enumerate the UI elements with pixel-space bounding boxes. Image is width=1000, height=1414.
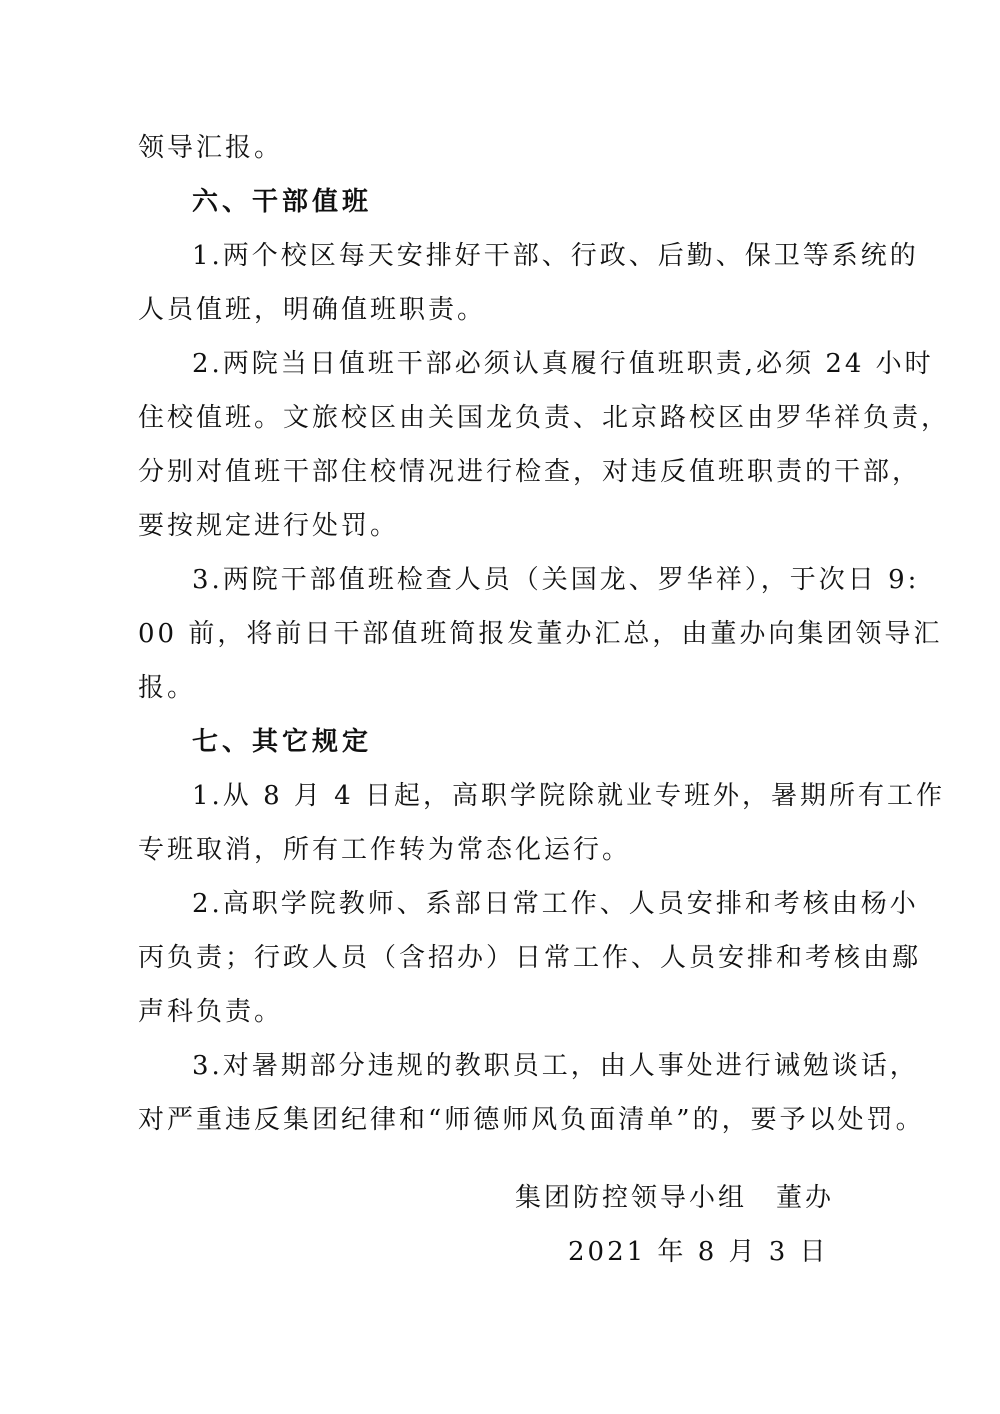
paragraph-line: 分别对值班干部住校情况进行检查，对违反值班职责的干部， (138, 457, 922, 487)
paragraph-line: 3.两院干部值班检查人员（关国龙、罗华祥），于次日 9: (192, 565, 920, 595)
signature-organization: 集团防控领导小组 董办 (515, 1183, 835, 1213)
paragraph-line: 3.对暑期部分违规的教职员工，由人事处进行诫勉谈话， (192, 1051, 919, 1081)
paragraph-line: 1.从 8 月 4 日起，高职学院除就业专班外，暑期所有工作 (192, 781, 945, 811)
paragraph-line: 专班取消，所有工作转为常态化运行。 (138, 835, 632, 865)
paragraph-line: 丙负责；行政人员（含招办）日常工作、人员安排和考核由鄢 (138, 943, 922, 973)
section-heading-duty: 六、干部值班 (192, 187, 373, 217)
paragraph-line: 对严重违反集团纪律和“师德师风负面清单”的，要予以处罚。 (138, 1105, 925, 1135)
paragraph-line: 声科负责。 (138, 997, 284, 1027)
signature-date: 2021 年 8 月 3 日 (568, 1237, 829, 1267)
paragraph-line: 领导汇报。 (138, 133, 284, 163)
paragraph-line: 00 前，将前日干部值班简报发董办汇总，由董办向集团领导汇 (138, 619, 943, 649)
paragraph-line: 要按规定进行处罚。 (138, 511, 400, 541)
paragraph-line: 住校值班。文旅校区由关国龙负责、北京路校区由罗华祥负责， (138, 403, 951, 433)
paragraph-line: 报。 (138, 673, 197, 703)
paragraph-line: 2.两院当日值班干部必须认真履行值班职责,必须 24 小时 (192, 349, 934, 379)
section-heading-other-rules: 七、其它规定 (192, 727, 373, 757)
paragraph-line: 1.两个校区每天安排好干部、行政、后勤、保卫等系统的 (192, 241, 919, 271)
paragraph-line: 人员值班，明确值班职责。 (138, 295, 487, 325)
paragraph-line: 2.高职学院教师、系部日常工作、人员安排和考核由杨小 (192, 889, 919, 919)
